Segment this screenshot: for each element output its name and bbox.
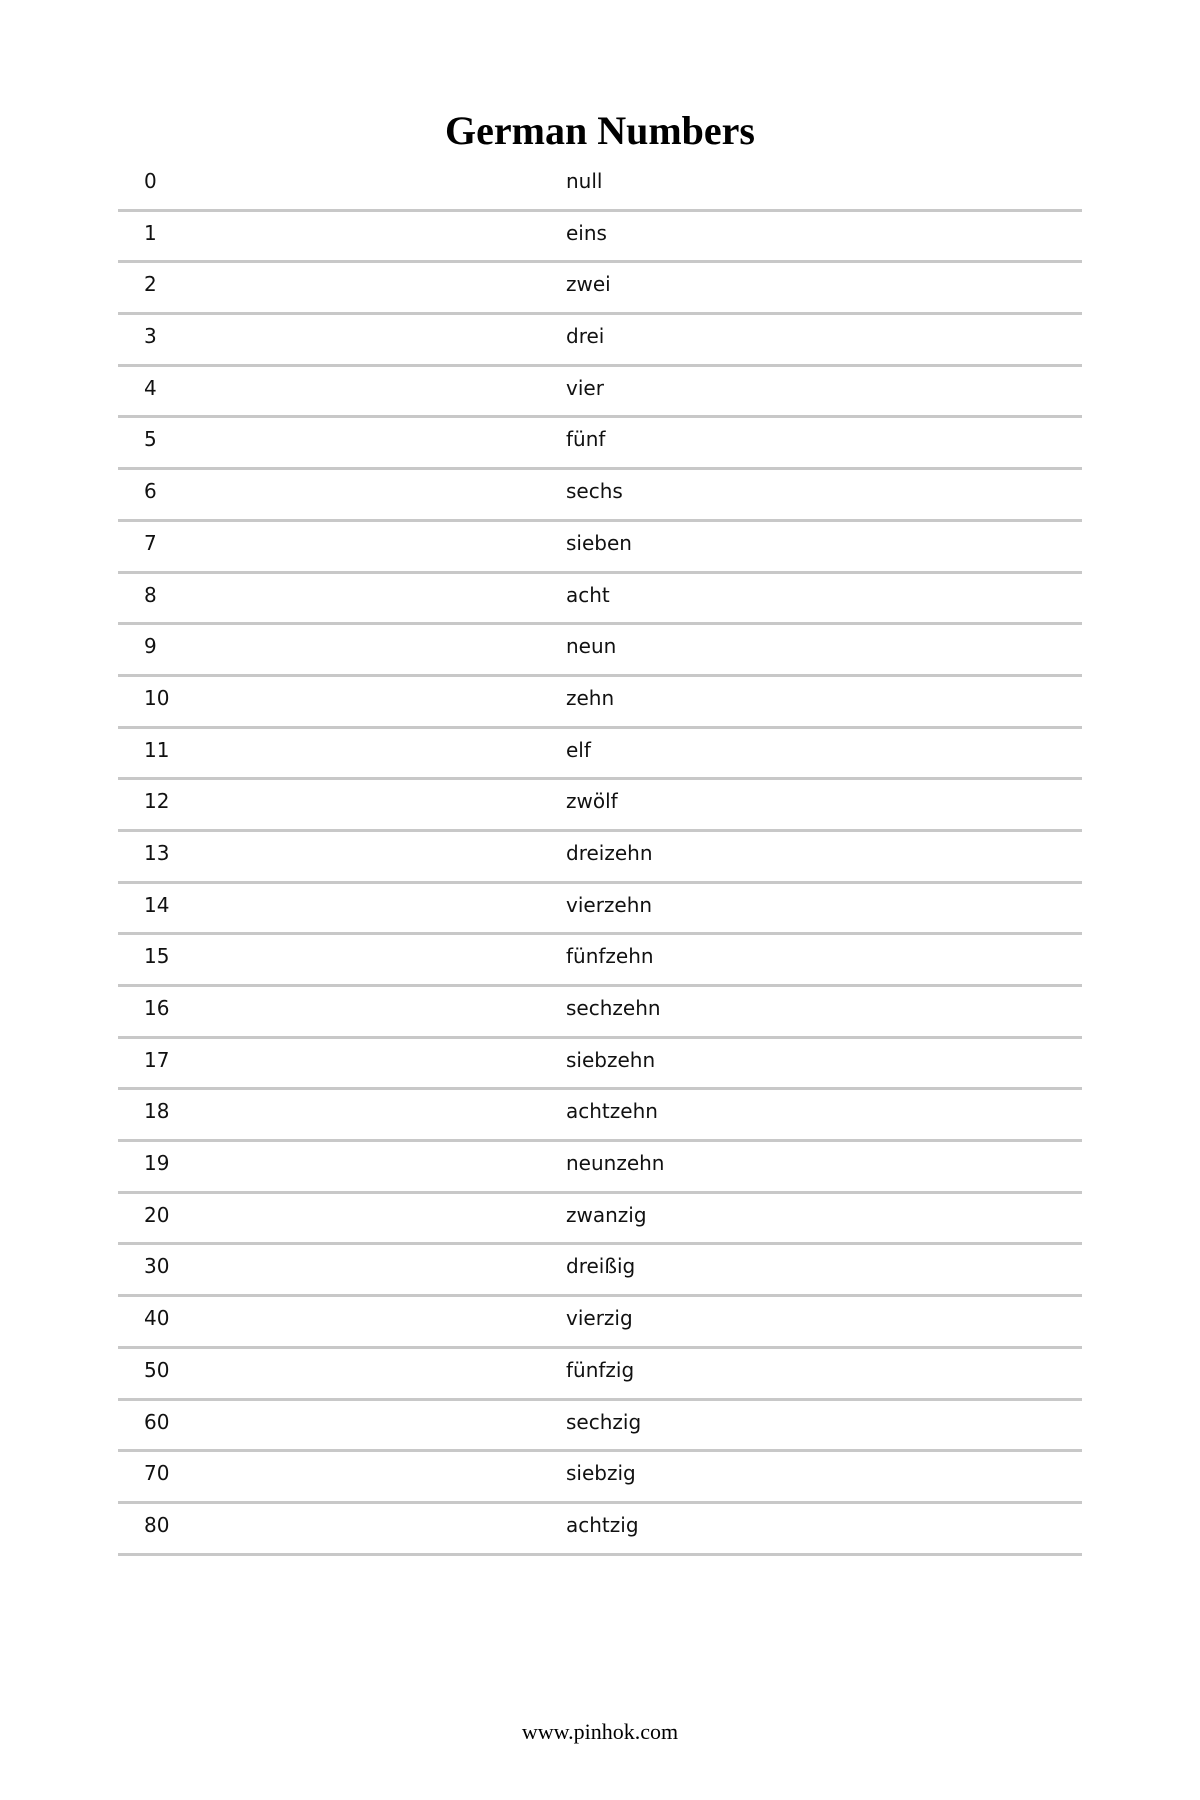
number-cell: 7 xyxy=(144,530,157,555)
number-cell: 16 xyxy=(144,996,170,1020)
number-cell: 70 xyxy=(144,1461,170,1486)
table-row xyxy=(118,418,1082,470)
table-row xyxy=(118,160,1082,212)
number-cell: 9 xyxy=(144,634,157,659)
number-cell: 5 xyxy=(144,427,157,452)
table-row xyxy=(118,935,1082,987)
table-row xyxy=(118,1194,1082,1246)
number-cell: 0 xyxy=(144,169,157,193)
german-word-cell: siebzehn xyxy=(566,1047,656,1072)
number-cell: 6 xyxy=(144,479,157,504)
table-row xyxy=(118,574,1082,626)
number-cell: 3 xyxy=(144,324,157,349)
german-word-cell: vierzig xyxy=(566,1306,633,1331)
number-cell: 12 xyxy=(144,789,170,814)
table-row xyxy=(118,677,1082,729)
number-cell: 60 xyxy=(144,1409,170,1434)
german-word-cell: dreizehn xyxy=(566,840,653,865)
table-row xyxy=(118,1504,1082,1556)
german-word-cell: achtzehn xyxy=(566,1099,658,1124)
number-cell: 1 xyxy=(144,220,157,245)
number-cell: 10 xyxy=(144,685,170,710)
german-word-cell: neunzehn xyxy=(566,1151,665,1176)
table-row xyxy=(118,1039,1082,1091)
footer-url: www.pinhok.com xyxy=(521,1719,679,1744)
table-row xyxy=(118,832,1082,884)
table-row xyxy=(118,1349,1082,1401)
table-row xyxy=(118,315,1082,367)
german-word-cell: sieben xyxy=(566,530,632,555)
german-word-cell: zwei xyxy=(566,272,611,297)
number-cell: 17 xyxy=(144,1047,170,1072)
german-word-cell: dreißig xyxy=(566,1254,636,1279)
number-cell: 2 xyxy=(144,272,157,297)
german-word-cell: achtzig xyxy=(566,1512,639,1537)
german-word-cell: neun xyxy=(566,634,617,659)
number-cell: 15 xyxy=(144,944,170,969)
page-title: German Numbers xyxy=(445,107,755,153)
german-word-cell: sechzig xyxy=(566,1409,642,1434)
number-cell: 8 xyxy=(144,582,157,607)
table-row xyxy=(118,729,1082,781)
table-row xyxy=(118,780,1082,832)
number-cell: 13 xyxy=(144,840,170,865)
number-cell: 50 xyxy=(144,1357,170,1382)
german-word-cell: acht xyxy=(566,582,610,607)
german-word-cell: fünf xyxy=(566,427,606,452)
numbers-table xyxy=(118,160,1082,1556)
table-row xyxy=(118,1142,1082,1194)
table-row xyxy=(118,987,1082,1039)
table-row xyxy=(118,1401,1082,1453)
german-word-cell: fünfzehn xyxy=(566,944,654,969)
number-cell: 4 xyxy=(144,375,157,400)
number-cell: 40 xyxy=(144,1306,170,1331)
german-word-cell: fünfzig xyxy=(566,1357,635,1382)
german-word-cell: vier xyxy=(566,375,604,400)
table-row xyxy=(118,212,1082,264)
german-word-cell: eins xyxy=(566,220,607,245)
table-row xyxy=(118,522,1082,574)
german-word-cell: sechzehn xyxy=(566,996,661,1020)
german-word-cell: drei xyxy=(566,324,605,349)
table-row xyxy=(118,625,1082,677)
number-cell: 11 xyxy=(144,737,170,762)
german-word-cell: zwanzig xyxy=(566,1202,647,1227)
german-word-cell: elf xyxy=(566,737,591,762)
number-cell: 30 xyxy=(144,1254,170,1279)
table-row xyxy=(118,884,1082,936)
table-row xyxy=(118,470,1082,522)
table-row xyxy=(118,1452,1082,1504)
german-word-cell: siebzig xyxy=(566,1461,636,1486)
table-row xyxy=(118,1090,1082,1142)
table-row xyxy=(118,1297,1082,1349)
number-cell: 19 xyxy=(144,1151,170,1176)
table-row xyxy=(118,1245,1082,1297)
german-word-cell: zehn xyxy=(566,685,615,710)
table-row xyxy=(118,367,1082,419)
table-row xyxy=(118,263,1082,315)
number-cell: 18 xyxy=(144,1099,170,1124)
german-word-cell: null xyxy=(566,169,603,193)
number-cell: 20 xyxy=(144,1202,170,1227)
german-word-cell: zwölf xyxy=(566,789,618,814)
number-cell: 14 xyxy=(144,892,170,917)
german-word-cell: sechs xyxy=(566,479,623,504)
number-cell: 80 xyxy=(144,1512,170,1537)
german-word-cell: vierzehn xyxy=(566,892,653,917)
